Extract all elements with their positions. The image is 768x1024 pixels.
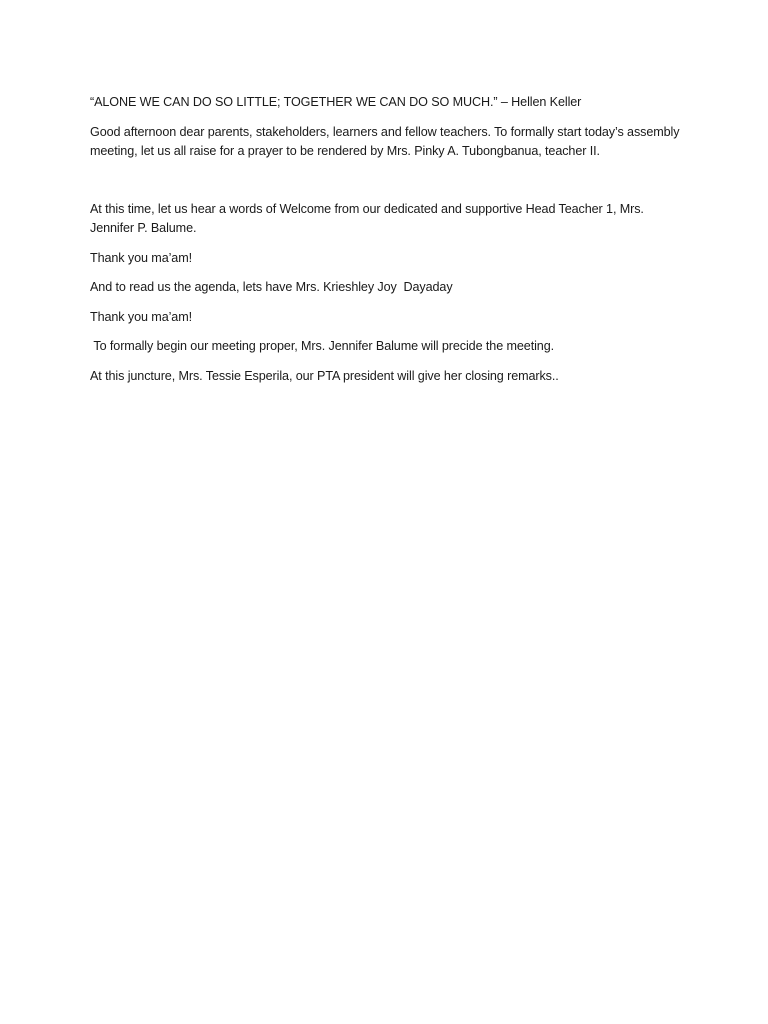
thank-you-line: Thank you ma’am!	[90, 250, 192, 265]
meeting-proper-paragraph: To formally begin our meeting proper, Mrs. Jennifer Balume will precide the meeting.	[90, 339, 554, 353]
agenda-paragraph: And to read us the agenda, lets have Mrs. Krieshley Joy Dayaday	[90, 280, 453, 294]
greeting-paragraph: Good afternoon dear parents, stakeholders, learners and fellow teachers. To formally start today’s assembly meeting, let us all raise for a prayer to be rendered by Mrs. Pinky A. Tubongbanua, teacher II.	[90, 124, 683, 158]
closing-remarks-paragraph: At this juncture, Mrs. Tessie Esperila, our PTA president will give her closing remarks..	[90, 368, 559, 383]
document-body	[90, 93, 690, 386]
thank-you-line: Thank you ma’am!	[90, 309, 192, 324]
welcome-paragraph: At this time, let us hear a words of Welcome from our dedicated and supportive Head Teacher 1, Mrs. Jennifer P. Balume.	[90, 201, 648, 235]
opening-quote: “ALONE WE CAN DO SO LITTLE; TOGETHER WE CAN DO SO MUCH.” – Hellen Keller	[90, 95, 582, 109]
